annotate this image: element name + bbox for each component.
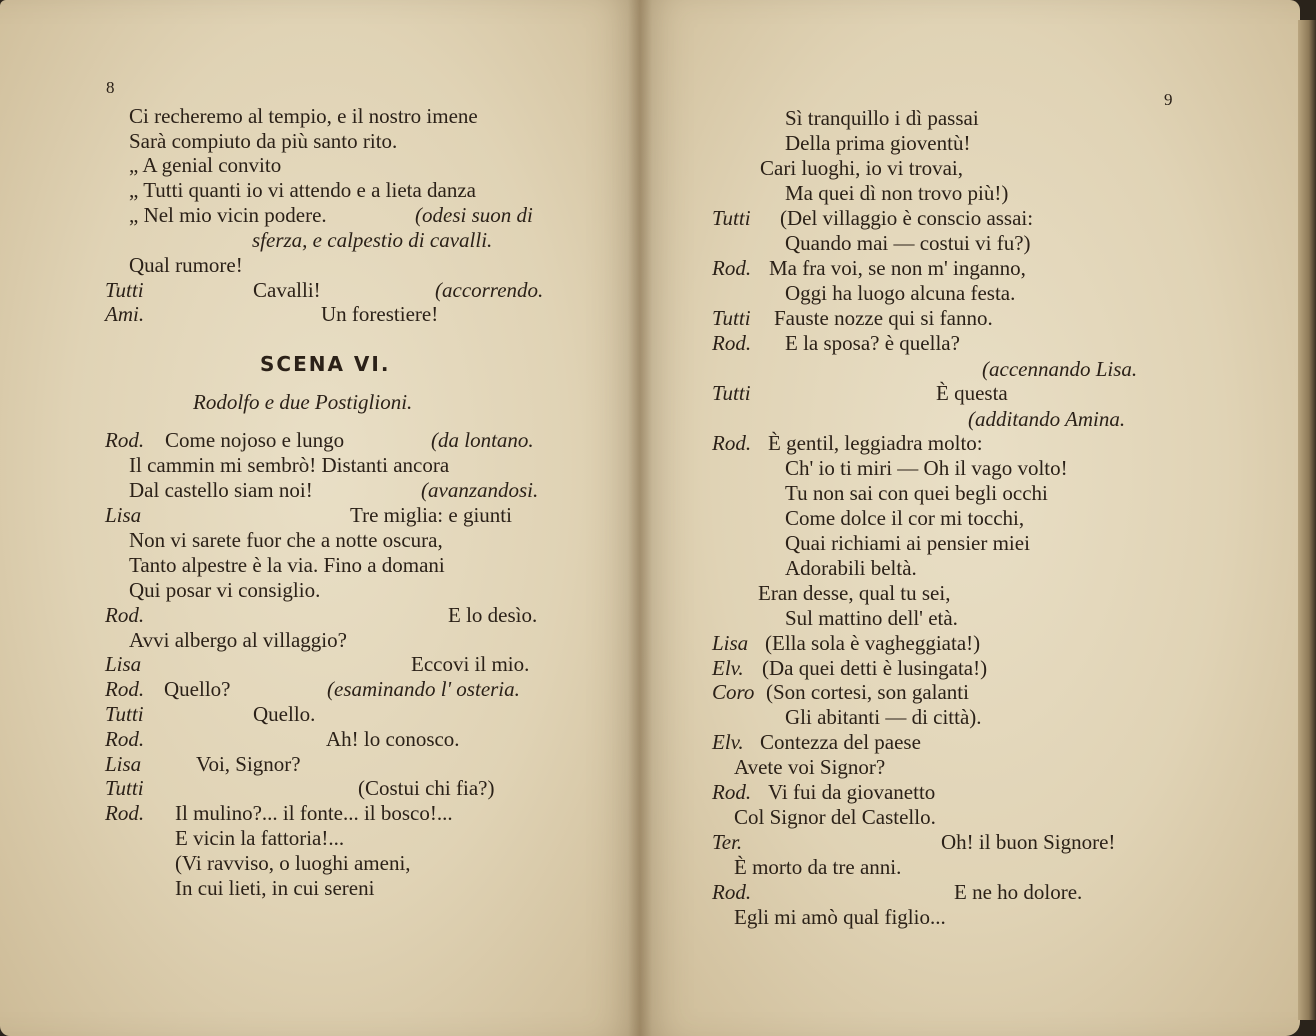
- book-gutter: [628, 0, 652, 1036]
- verse-line: Avete voi Signor?: [734, 755, 886, 779]
- verse-line: „ Nel mio vicin podere. (odesi suon di: [129, 203, 533, 227]
- verse-line: Gli abitanti — di città).: [785, 705, 982, 729]
- speaker-name: Lisa: [105, 652, 142, 676]
- verse-line: „ A genial convito: [129, 153, 282, 177]
- speaker-name: Rod.: [105, 603, 145, 627]
- stage-direction: (odesi suon di: [415, 203, 533, 227]
- verse-line: „ Tutti quanti io vi attendo e a lieta danza: [129, 178, 477, 202]
- verse-line: Tu non sai con quei begli occhi: [785, 481, 1048, 505]
- scene-subtitle: Rodolfo e due Postiglioni.: [193, 390, 413, 414]
- left-page: [0, 0, 640, 1036]
- speaker-name: Rod.: [712, 256, 752, 280]
- speaker-name: Rod.: [712, 331, 752, 355]
- dialogue-line: Rod. E ne ho dolore.: [712, 880, 1083, 904]
- speaker-name: Lisa: [712, 631, 749, 655]
- verse-line: Non vi sarete fuor che a notte oscura,: [129, 528, 443, 552]
- verse-line: Sul mattino dell' età.: [785, 606, 958, 630]
- verse-line: In cui lieti, in cui sereni: [175, 876, 375, 900]
- verse-line: Egli mi amò qual figlio...: [734, 905, 946, 929]
- stage-direction: (avanzandosi.: [421, 478, 539, 502]
- speaker-name: Lisa: [105, 503, 142, 527]
- speaker-name: Rod.: [105, 727, 145, 751]
- speaker-name: Tutti: [105, 278, 144, 302]
- stage-direction: (da lontano.: [431, 428, 534, 452]
- verse-line: Tanto alpestre è la via. Fino a domani: [129, 553, 445, 577]
- verse-line: Sarà compiuto da più santo rito.: [129, 129, 398, 153]
- dialogue-line: Rod. Ah! lo conosco.: [105, 727, 460, 751]
- stage-direction: (accennando Lisa.: [982, 357, 1138, 381]
- verse-line: Quando mai — costui vi fu?): [785, 231, 1031, 255]
- stage-direction: (additando Amina.: [968, 407, 1126, 431]
- dialogue-line: Rod. Come nojoso e lungo (da lontano.: [105, 428, 534, 452]
- dialogue-line: Rod. E la sposa? è quella?: [712, 331, 960, 355]
- page-edges: [1298, 20, 1316, 1020]
- dialogue-line: Ami. Un forestiere!: [105, 302, 439, 326]
- page-number: 9: [1164, 90, 1173, 109]
- verse-line: E vicin la fattoria!...: [175, 826, 345, 850]
- dialogue-line: Elv. Contezza del paese: [712, 730, 921, 754]
- dialogue-line: Lisa Eccovi il mio.: [105, 652, 530, 676]
- dialogue-line: Rod. Il mulino?... il fonte... il bosco!...: [105, 801, 453, 825]
- dialogue-line: Lisa Voi, Signor?: [105, 752, 301, 776]
- verse-line: Ma quei dì non trovo più!): [785, 181, 1009, 205]
- verse-line: Qui posar vi consiglio.: [129, 578, 321, 602]
- dialogue-line: Coro (Son cortesi, son galanti: [712, 680, 969, 704]
- speaker-name: Elv.: [712, 730, 744, 754]
- dialogue-line: Rod. Ma fra voi, se non m' inganno,: [712, 256, 1026, 280]
- verse-line: È morto da tre anni.: [734, 855, 902, 879]
- speaker-name: Elv.: [712, 656, 744, 680]
- speaker-name: Lisa: [105, 752, 142, 776]
- verse-line: Adorabili beltà.: [785, 556, 917, 580]
- page-number: 8: [106, 78, 115, 97]
- dialogue-line: Rod. È gentil, leggiadra molto:: [712, 431, 983, 455]
- verse-line: Ch' io ti miri — Oh il vago volto!: [785, 456, 1068, 480]
- speaker-name: Rod.: [712, 431, 752, 455]
- speaker-name: Rod.: [712, 880, 752, 904]
- speaker-name: Rod.: [105, 801, 145, 825]
- verse-line: Col Signor del Castello.: [734, 805, 936, 829]
- dialogue-line: Lisa Tre miglia: e giunti: [105, 503, 512, 527]
- verse-line: Cari luoghi, io vi trovai,: [760, 156, 963, 180]
- dialogue-line: Elv. (Da quei detti è lusingata!): [712, 656, 988, 680]
- stage-direction: (esaminando l' osteria.: [327, 677, 520, 701]
- verse-line: Oggi ha luogo alcuna festa.: [785, 281, 1016, 305]
- verse-line: Dal castello siam noi! (avanzandosi.: [129, 478, 539, 502]
- dialogue-line: Lisa (Ella sola è vagheggiata!): [712, 631, 981, 655]
- verse-line: Quai richiami ai pensier miei: [785, 531, 1030, 555]
- speaker-name: Rod.: [105, 428, 145, 452]
- speaker-name: Ter.: [712, 830, 743, 854]
- dialogue-line: Rod. Vi fui da giovanetto: [712, 780, 936, 804]
- speaker-name: Tutti: [712, 381, 751, 405]
- verse-line: Della prima gioventù!: [785, 131, 971, 155]
- dialogue-line: Tutti Fauste nozze qui si fanno.: [712, 306, 993, 330]
- verse-line: Sì tranquillo i dì passai: [785, 106, 979, 130]
- verse-line: (Vi ravviso, o luoghi ameni,: [175, 851, 411, 875]
- speaker-name: Ami.: [105, 302, 145, 326]
- dialogue-line: Tutti (Del villaggio è conscio assai:: [712, 206, 1034, 230]
- dialogue-line: Tutti (Costui chi fia?): [105, 776, 495, 800]
- verse-line: Il cammin mi sembrò! Distanti ancora: [129, 453, 450, 477]
- speaker-name: Coro: [712, 680, 755, 704]
- speaker-name: Tutti: [712, 306, 751, 330]
- stage-direction: sferza, e calpestio di cavalli.: [252, 228, 493, 252]
- right-page: [640, 0, 1300, 1036]
- dialogue-line: Ter. Oh! il buon Signore!: [712, 830, 1116, 854]
- dialogue-line: Rod. Quello? (esaminando l' osteria.: [105, 677, 520, 701]
- scene-title: SCENA VI.: [260, 352, 391, 376]
- verse-line: Eran desse, qual tu sei,: [758, 581, 951, 605]
- speaker-name: Tutti: [712, 206, 751, 230]
- speaker-name: Rod.: [105, 677, 145, 701]
- speaker-name: Rod.: [712, 780, 752, 804]
- verse-line: Come dolce il cor mi tocchi,: [785, 506, 1025, 530]
- stage-direction: (accorrendo.: [435, 278, 544, 302]
- verse-line: Qual rumore!: [129, 253, 243, 277]
- dialogue-line: Tutti Quello.: [105, 702, 316, 726]
- speaker-name: Tutti: [105, 776, 144, 800]
- verse-line: Ci recheremo al tempio, e il nostro imene: [129, 104, 478, 128]
- dialogue-line: Tutti Cavalli! (accorrendo.: [105, 278, 544, 302]
- speaker-name: Tutti: [105, 702, 144, 726]
- verse-line: Avvi albergo al villaggio?: [129, 628, 347, 652]
- dialogue-line: Tutti È questa: [712, 381, 1008, 405]
- dialogue-line: Rod. E lo desìo.: [105, 603, 538, 627]
